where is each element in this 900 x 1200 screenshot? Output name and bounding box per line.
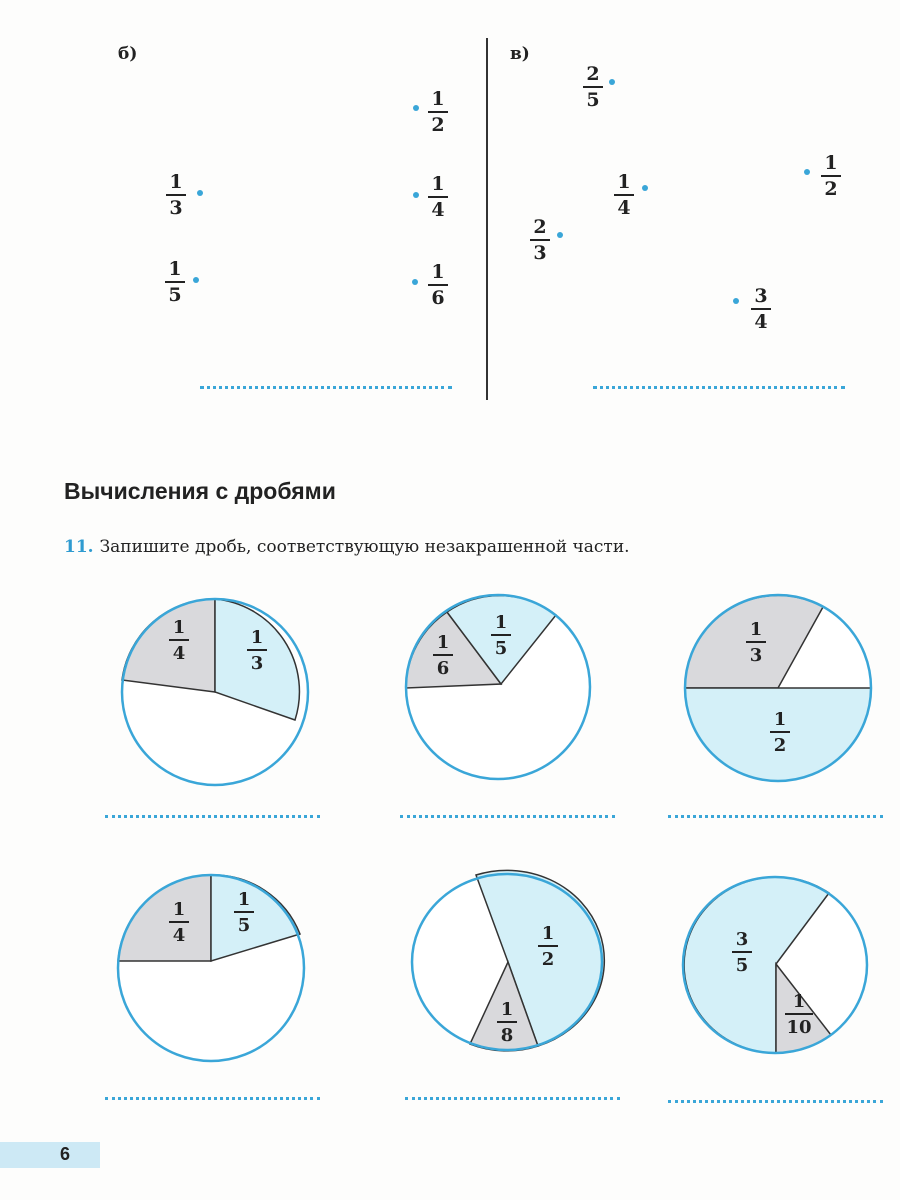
pie-chart-5 (410, 872, 604, 1052)
pie-chart-4 (116, 873, 306, 1063)
svg-text:1: 1 (494, 612, 508, 633)
svg-text:1: 1 (172, 899, 186, 920)
svg-text:5: 5 (237, 915, 251, 936)
point-v-2-5 (609, 79, 615, 85)
fraction-b-1-4: 1 4 (428, 173, 448, 221)
svg-text:1: 1 (237, 889, 251, 910)
svg-text:1: 1 (500, 999, 514, 1020)
svg-text:3: 3 (250, 653, 264, 674)
svg-text:2: 2 (541, 949, 555, 970)
point-b-1-5 (193, 277, 199, 283)
svg-text:2: 2 (773, 735, 787, 756)
svg-text:6: 6 (436, 658, 450, 679)
pie-chart-3 (683, 593, 873, 783)
svg-text:5: 5 (494, 638, 508, 659)
svg-text:3: 3 (735, 929, 749, 950)
fraction-v-2-5: 2 5 (583, 63, 603, 111)
page-number-tab (0, 1142, 100, 1168)
svg-text:1: 1 (250, 627, 264, 648)
answer-line-pie-5[interactable] (405, 1097, 620, 1100)
fraction-v-3-4: 3 4 (751, 285, 771, 333)
answer-line-pie-4[interactable] (105, 1097, 320, 1100)
task-text: Запишите дробь, соответствующую незакрашенной части. (99, 537, 630, 557)
pie-chart-2 (404, 593, 592, 781)
page-number: 6 (60, 1144, 71, 1164)
svg-text:1: 1 (436, 632, 450, 653)
section-title: Вычисления с дробями (64, 478, 336, 504)
svg-text:8: 8 (500, 1025, 514, 1046)
fraction-b-1-3: 1 3 (166, 171, 186, 219)
point-b-1-6 (412, 279, 418, 285)
task-number: 11. (64, 537, 94, 557)
pie-chart-6 (681, 875, 869, 1055)
answer-line-b[interactable] (200, 386, 452, 389)
point-v-1-2 (804, 169, 810, 175)
svg-text:1: 1 (541, 923, 555, 944)
pie-chart-1 (120, 597, 310, 787)
fraction-v-1-4: 1 4 (614, 171, 634, 219)
svg-text:5: 5 (735, 955, 749, 976)
svg-text:1: 1 (172, 617, 186, 638)
answer-line-pie-3[interactable] (668, 815, 883, 818)
pie-1-grey-sector (122, 599, 215, 692)
point-b-1-3 (197, 190, 203, 196)
answer-line-v[interactable] (593, 386, 845, 389)
part-v-label: в) (510, 44, 530, 64)
part-b-label: б) (118, 44, 138, 64)
fraction-v-2-3: 2 3 (530, 216, 550, 264)
answer-line-pie-6[interactable] (668, 1100, 883, 1103)
point-b-1-2 (413, 105, 419, 111)
svg-text:3: 3 (749, 645, 763, 666)
svg-text:1: 1 (749, 619, 763, 640)
svg-text:4: 4 (172, 643, 186, 664)
svg-text:10: 10 (786, 1017, 812, 1038)
divider-line (486, 38, 488, 400)
answer-line-pie-2[interactable] (400, 815, 615, 818)
answer-line-pie-1[interactable] (105, 815, 320, 818)
fraction-b-1-2: 1 2 (428, 88, 448, 136)
point-b-1-4 (413, 192, 419, 198)
fraction-b-1-5: 1 5 (165, 258, 185, 306)
point-v-1-4 (642, 185, 648, 191)
point-v-2-3 (557, 232, 563, 238)
svg-text:4: 4 (172, 925, 186, 946)
fraction-v-1-2: 1 2 (821, 152, 841, 200)
svg-text:1: 1 (792, 991, 806, 1012)
task-11 (64, 537, 630, 557)
point-v-3-4 (733, 298, 739, 304)
fraction-b-1-6: 1 6 (428, 261, 448, 309)
svg-text:1: 1 (773, 709, 787, 730)
